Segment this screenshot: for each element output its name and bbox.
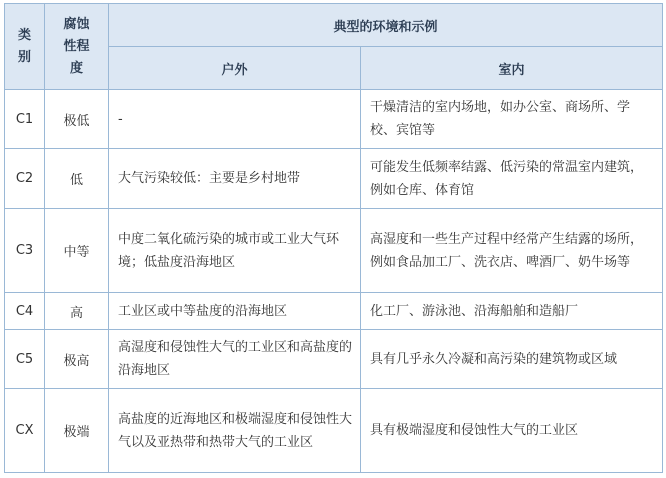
corrosivity-table bbox=[4, 3, 663, 473]
level-cell: 极高 bbox=[45, 330, 109, 389]
outdoor-cell: 大气污染较低：主要是乡村地带 bbox=[109, 149, 361, 209]
table-row bbox=[5, 293, 663, 330]
indoor-cell: 可能发生低频率结露、低污染的常温室内建筑，例如仓库、体育馆 bbox=[361, 149, 663, 209]
outdoor-cell: 高湿度和侵蚀性大气的工业区和高盐度的沿海地区 bbox=[109, 330, 361, 389]
category-cell: CX bbox=[5, 389, 45, 473]
header-category-label: 类 别 bbox=[17, 27, 31, 65]
level-cell: 高 bbox=[45, 293, 109, 330]
table-row bbox=[5, 389, 663, 473]
indoor-cell: 具有几乎永久冷凝和高污染的建筑物或区域 bbox=[361, 330, 663, 389]
category-cell: C5 bbox=[5, 330, 45, 389]
outdoor-cell: - bbox=[109, 90, 361, 149]
header-environment: 典型的环境和示例 bbox=[109, 4, 663, 47]
level-cell: 低 bbox=[45, 149, 109, 209]
table-row bbox=[5, 330, 663, 389]
header-indoor: 室内 bbox=[361, 47, 663, 90]
category-cell: C4 bbox=[5, 293, 45, 330]
indoor-cell: 具有极端湿度和侵蚀性大气的工业区 bbox=[361, 389, 663, 473]
table-row bbox=[5, 209, 663, 293]
level-cell: 极端 bbox=[45, 389, 109, 473]
header-outdoor: 户外 bbox=[109, 47, 361, 90]
indoor-cell: 干燥清洁的室内场地，如办公室、商场所、学校、宾馆等 bbox=[361, 90, 663, 149]
table-row bbox=[5, 149, 663, 209]
header-row-1 bbox=[5, 4, 663, 47]
outdoor-cell: 中度二氧化硫污染的城市或工业大气环境；低盐度沿海地区 bbox=[109, 209, 361, 293]
outdoor-cell: 高盐度的近海地区和极端湿度和侵蚀性大气以及亚热带和热带大气的工业区 bbox=[109, 389, 361, 473]
indoor-cell: 化工厂、游泳池、沿海船舶和造船厂 bbox=[361, 293, 663, 330]
header-corrosivity bbox=[45, 4, 109, 90]
header-corrosivity-label: 腐蚀 性程 度 bbox=[63, 16, 90, 76]
corrosivity-table-wrapper bbox=[4, 3, 663, 473]
category-cell: C1 bbox=[5, 90, 45, 149]
category-cell: C2 bbox=[5, 149, 45, 209]
level-cell: 中等 bbox=[45, 209, 109, 293]
table-row bbox=[5, 90, 663, 149]
category-cell: C3 bbox=[5, 209, 45, 293]
outdoor-cell: 工业区或中等盐度的沿海地区 bbox=[109, 293, 361, 330]
level-cell: 极低 bbox=[45, 90, 109, 149]
indoor-cell: 高湿度和一些生产过程中经常产生结露的场所，例如食品加工厂、洗衣店、啤酒厂、奶牛场等 bbox=[361, 209, 663, 293]
header-category bbox=[5, 4, 45, 90]
